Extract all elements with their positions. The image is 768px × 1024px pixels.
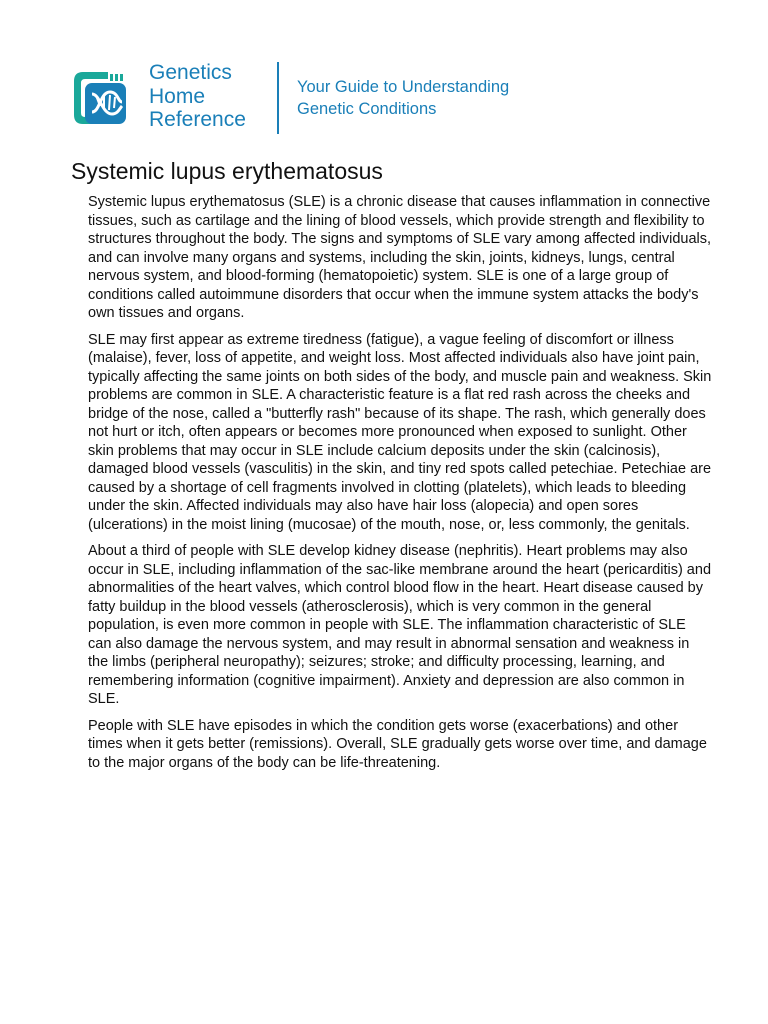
header-divider <box>277 62 279 134</box>
logo-line-home: Home <box>149 84 206 108</box>
page-header <box>70 60 710 140</box>
page-title: Systemic lupus erythematosus <box>71 158 383 184</box>
logo-wordmark <box>149 61 246 132</box>
paragraph-course: People with SLE have episodes in which the condition gets worse (exacerbations) and other times when it gets better (remissions). Overall, SLE gradually gets worse over time, and damage to the major organs of the body can be life-threatening. <box>88 717 707 771</box>
tagline-line-1: Your Guide to Understanding <box>297 78 510 96</box>
logo-line-genetics: Genetics <box>149 61 232 84</box>
tagline-line-2: Genetic Conditions <box>297 100 437 118</box>
logo-line-reference: Reference <box>149 108 246 131</box>
paragraph-overview: Systemic lupus erythematosus (SLE) is a chronic disease that causes inflammation in connective tissues, such as cartilage and the lining of blood vessels, which provide strength and flexibility to structures throughout the body. The signs and symptoms of SLE vary among affected individuals, and can involve many organs and systems, including the skin, joints, kidneys, lungs, central nervous system, and blood-forming (hematopoietic) system. SLE is one of a large group of conditions called autoimmune disorders that occur when the immune system attacks the body's own tissues and organs. <box>88 194 712 321</box>
document-body <box>88 193 713 780</box>
dna-helix-logo-icon <box>70 68 130 128</box>
header-tagline <box>297 76 509 120</box>
paragraph-symptoms: SLE may first appear as extreme tiredness (fatigue), a vague feeling of discomfort or illness (malaise), fever, loss of appetite, and weight loss. Most affected individuals also have joint pain, typically affecting the same joints on both sides of the body, and muscle pain and weakness. Skin problems are common in SLE. A characteristic feature is a flat red rash across the cheeks and bridge of the nose, called a "butterfly rash" because of its shape. The rash, which generally does not hurt or itch, often appears or becomes more pronounced when exposed to sunlight. Other skin problems that may occur in SLE include calcium deposits under the skin (calcinosis), damaged blood vessels (vasculitis) in the skin, and tiny red spots called petechiae. Petechiae are caused by a shortage of cell fragments involved in clotting (platelets), which leads to bleeding under the skin. Affected individuals may also have hair loss (alopecia) and open sores (ulcerations) in the moist lining (mucosae) of the mouth, nose, or, less commonly, the genitals. <box>88 331 712 533</box>
paragraph-complications: About a third of people with SLE develop kidney disease (nephritis). Heart problems may also occur in SLE, including inflammation of the sac-like membrane around the heart (pericarditis) and abnormalities of the heart valves, which control blood flow in the heart. Heart disease caused by fatty buildup in the blood vessels (atherosclerosis), which is very common in the general population, is even more common in people with SLE. The inflammation characteristic of SLE can also damage the nervous system, and may result in abnormal sensation and weakness in the limbs (peripheral neuropathy); seizures; stroke; and difficulty processing, learning, and remembering information (cognitive impairment). Anxiety and depression are also common in SLE. <box>88 543 712 707</box>
